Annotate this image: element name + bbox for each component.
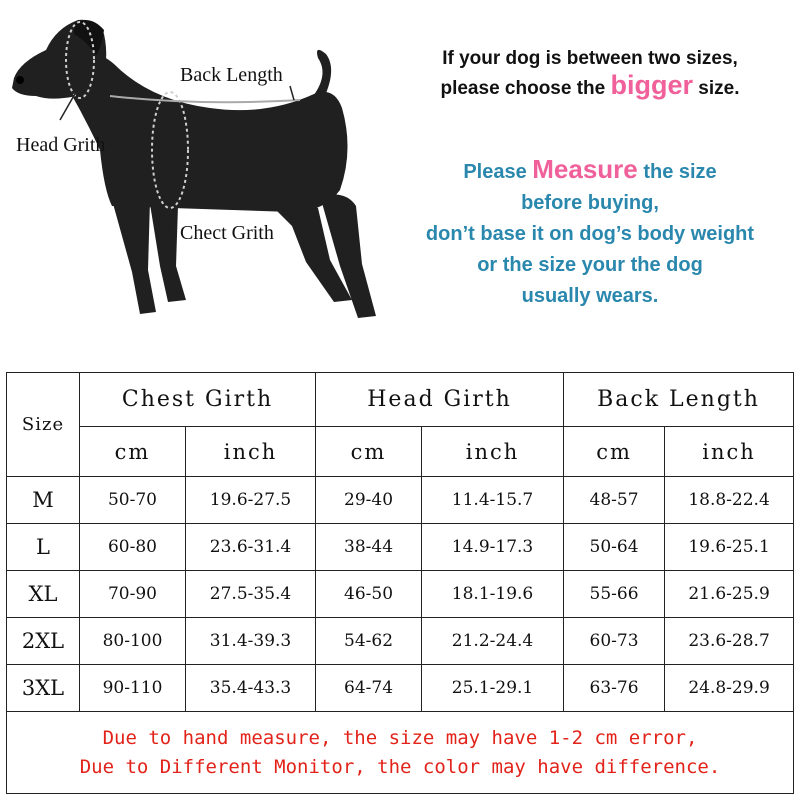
value-cell: 23.6-31.4 — [186, 524, 316, 571]
measure-emphasis: Measure — [532, 154, 638, 184]
value-cell: 11.4-15.7 — [422, 477, 564, 524]
size-cell: M — [7, 477, 80, 524]
value-cell: 38-44 — [316, 524, 422, 571]
value-cell: 90-110 — [80, 665, 186, 712]
chest-girth-label: Chect Grith — [180, 222, 274, 244]
head-girth-header: Head Girth — [316, 373, 564, 427]
size-advice-text-end: size. — [693, 78, 740, 99]
back-length-label: Back Length — [180, 64, 283, 86]
table-row — [7, 665, 794, 712]
measure-advice-line1 — [380, 154, 800, 188]
size-advice — [390, 46, 790, 102]
table-row — [7, 477, 794, 524]
value-cell: 21.2-24.4 — [422, 618, 564, 665]
value-cell: 31.4-39.3 — [186, 618, 316, 665]
disclaimer-line1: Due to hand measure, the size may have 1-2 cm error, — [102, 726, 698, 749]
value-cell: 35.4-43.3 — [186, 665, 316, 712]
size-cell: 2XL — [7, 618, 80, 665]
value-cell: 63-76 — [564, 665, 665, 712]
table-header-row — [7, 373, 794, 427]
value-cell: 14.9-17.3 — [422, 524, 564, 571]
value-cell: 19.6-25.1 — [665, 524, 794, 571]
measure-text-end: the size — [637, 161, 717, 183]
size-chart-table — [6, 372, 794, 794]
size-advice-line1: If your dog is between two sizes, — [442, 48, 738, 69]
measure-advice — [380, 154, 800, 312]
size-cell: XL — [7, 571, 80, 618]
value-cell: 50-70 — [80, 477, 186, 524]
chest-girth-header: Chest Girth — [80, 373, 316, 427]
size-header: Size — [7, 373, 80, 477]
table-note-row — [7, 712, 794, 794]
size-advice-line2 — [390, 72, 790, 102]
measure-advice-line3: don’t base it on dog’s body weight — [425, 223, 755, 245]
value-cell: 54-62 — [316, 618, 422, 665]
bigger-emphasis: bigger — [610, 70, 694, 100]
value-cell: 27.5-35.4 — [186, 571, 316, 618]
value-cell: 70-90 — [80, 571, 186, 618]
table-row — [7, 618, 794, 665]
value-cell: 80-100 — [80, 618, 186, 665]
dog-measurement-diagram — [0, 0, 400, 340]
unit-cm: cm — [80, 427, 186, 477]
table-units-row — [7, 427, 794, 477]
disclaimer-line2: Due to Different Monitor, the color may have difference. — [79, 755, 721, 778]
value-cell: 19.6-27.5 — [186, 477, 316, 524]
value-cell: 55-66 — [564, 571, 665, 618]
value-cell: 48-57 — [564, 477, 665, 524]
unit-inch: inch — [186, 427, 316, 477]
size-cell: L — [7, 524, 80, 571]
value-cell: 18.1-19.6 — [422, 571, 564, 618]
value-cell: 50-64 — [564, 524, 665, 571]
size-cell: 3XL — [7, 665, 80, 712]
back-length-header: Back Length — [564, 373, 794, 427]
value-cell: 64-74 — [316, 665, 422, 712]
table-row — [7, 571, 794, 618]
unit-inch: inch — [422, 427, 564, 477]
measure-advice-line5: usually wears. — [521, 285, 659, 307]
measurement-disclaimer — [7, 712, 794, 794]
value-cell: 60-80 — [80, 524, 186, 571]
unit-cm: cm — [564, 427, 665, 477]
value-cell: 21.6-25.9 — [665, 571, 794, 618]
table-row — [7, 524, 794, 571]
value-cell: 25.1-29.1 — [422, 665, 564, 712]
value-cell: 46-50 — [316, 571, 422, 618]
unit-inch: inch — [665, 427, 794, 477]
head-girth-label: Head Grith — [16, 134, 106, 156]
measure-advice-line4: or the size your the dog — [477, 254, 703, 276]
unit-cm: cm — [316, 427, 422, 477]
value-cell: 23.6-28.7 — [665, 618, 794, 665]
value-cell: 24.8-29.9 — [665, 665, 794, 712]
value-cell: 60-73 — [564, 618, 665, 665]
measure-advice-line2: before buying, — [521, 192, 659, 214]
value-cell: 18.8-22.4 — [665, 477, 794, 524]
size-advice-text: please choose the — [440, 78, 611, 99]
measure-text: Please — [463, 161, 533, 183]
value-cell: 29-40 — [316, 477, 422, 524]
